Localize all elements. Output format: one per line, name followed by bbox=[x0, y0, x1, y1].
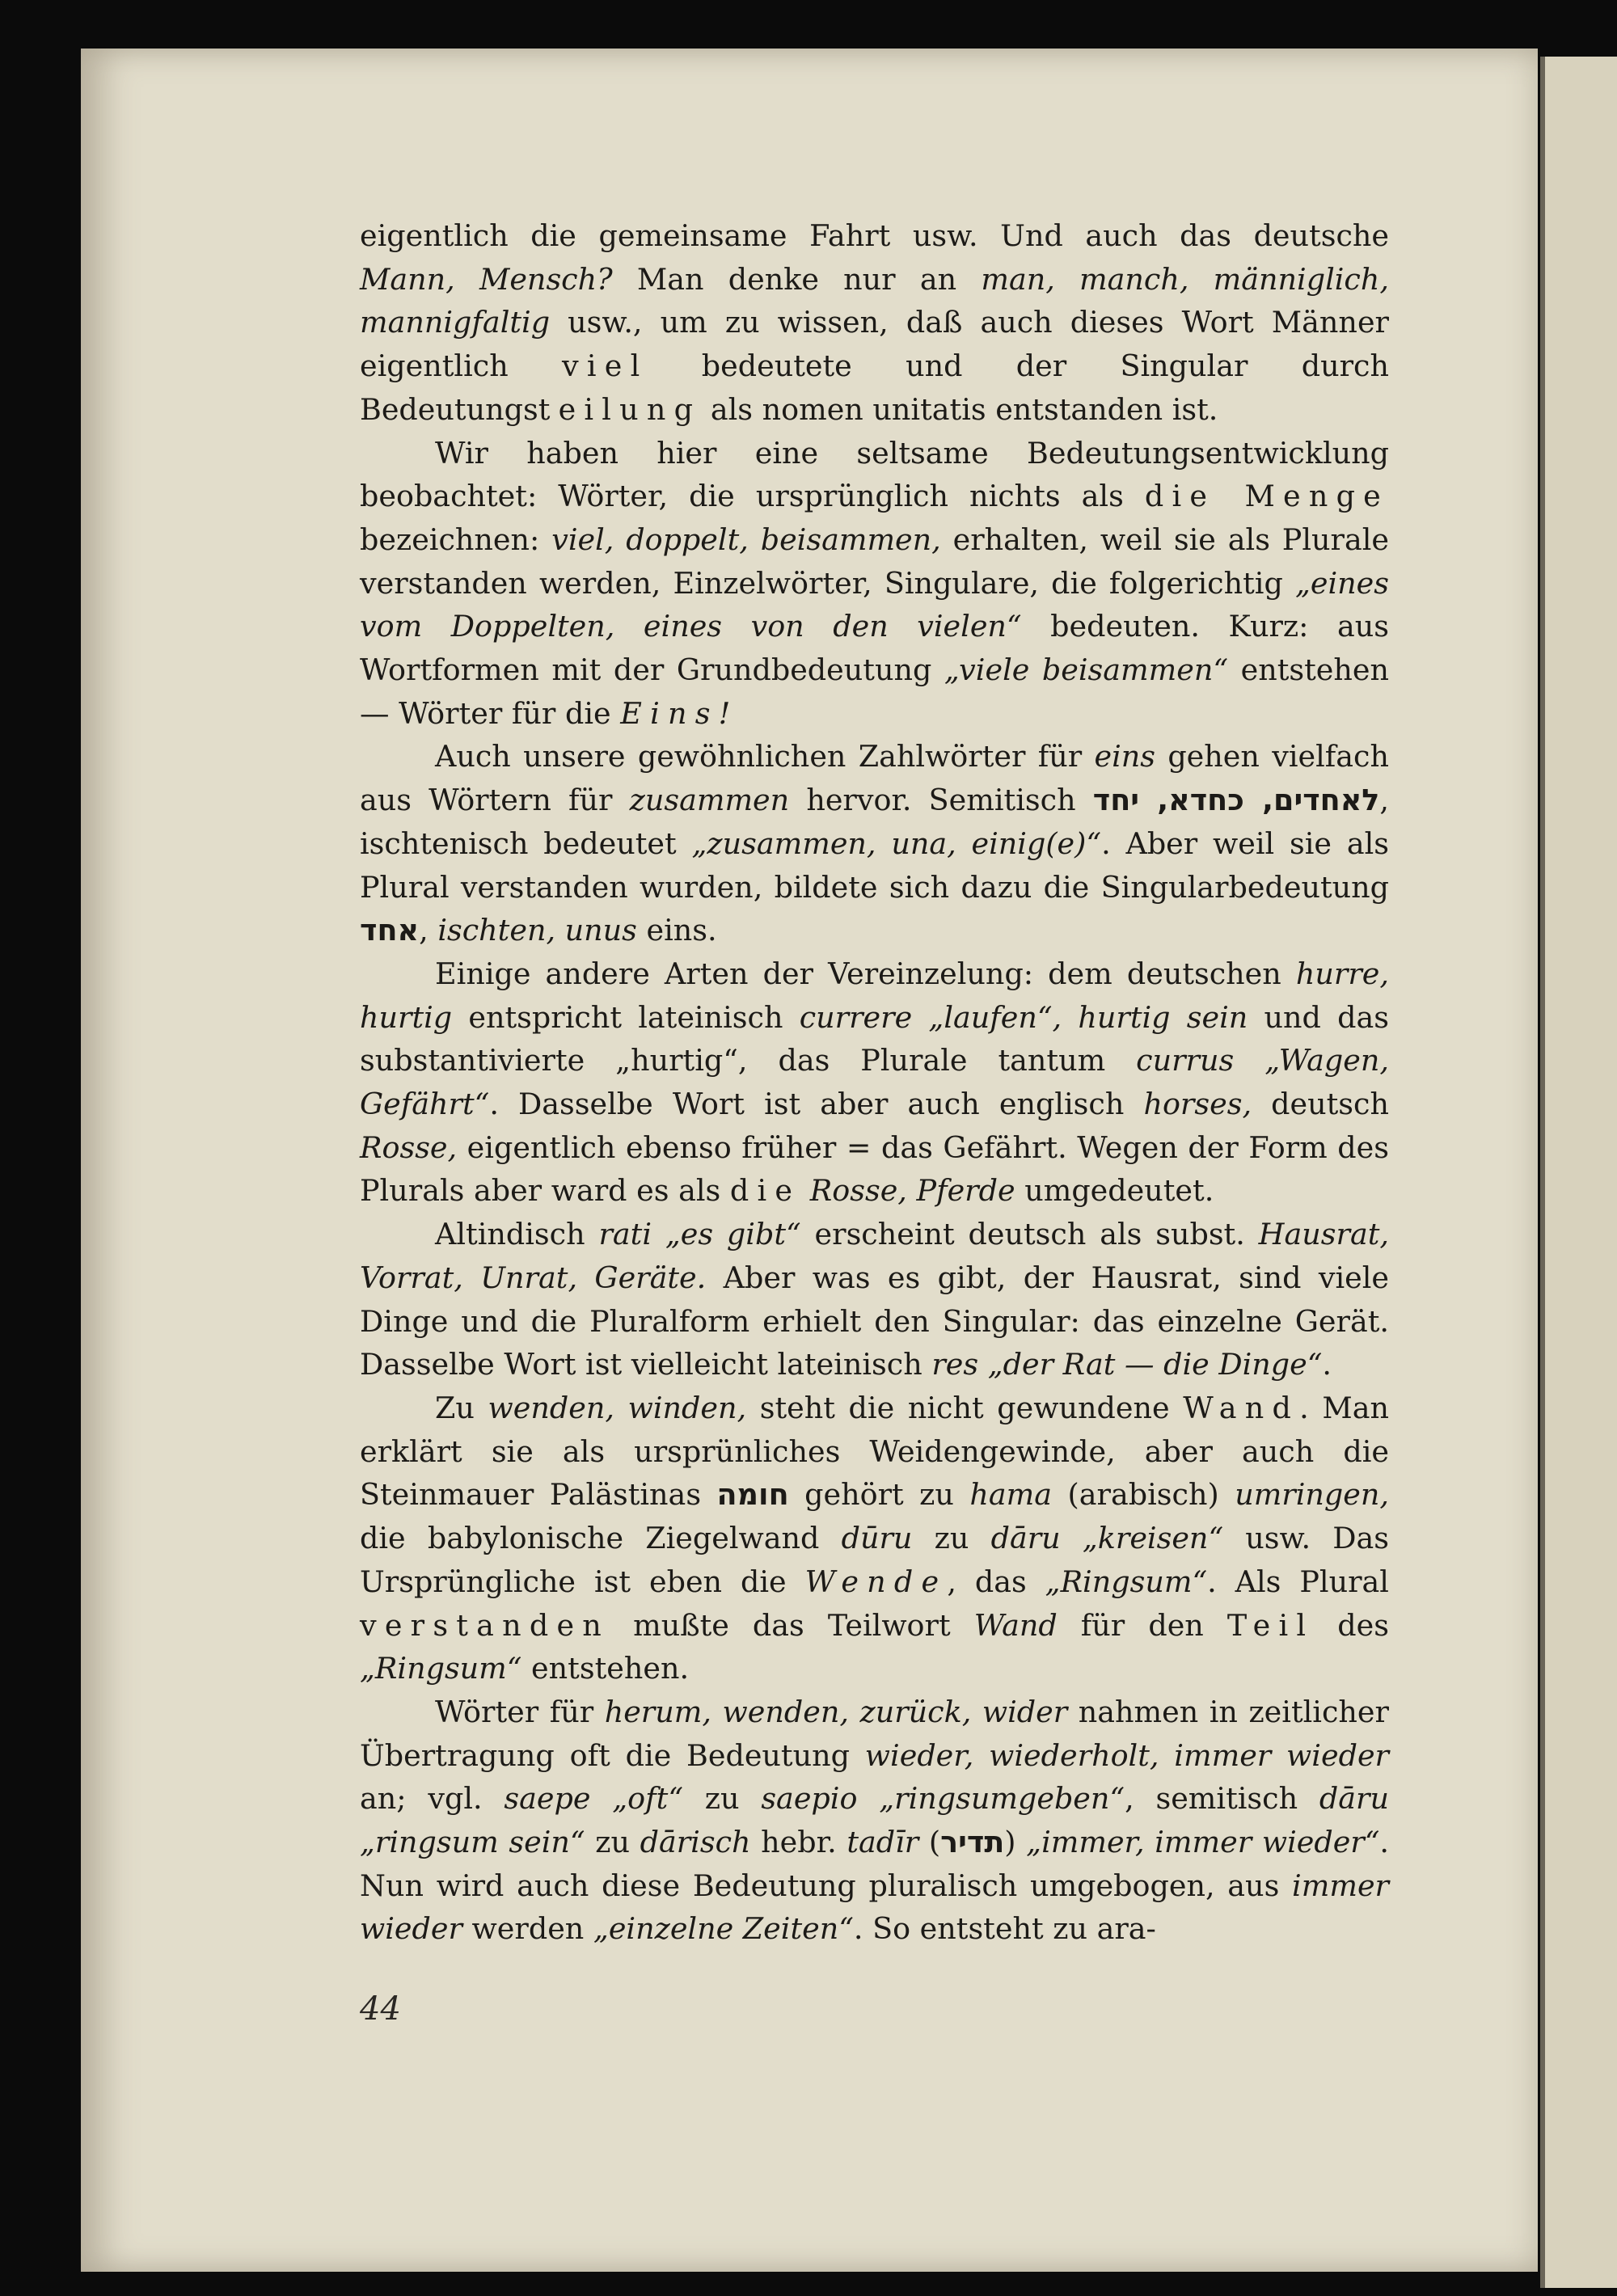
text-run: ) bbox=[1004, 1825, 1027, 1860]
italic-text: immer wieder bbox=[360, 1868, 1389, 1947]
text-run: an; vgl. bbox=[360, 1781, 505, 1817]
text-run: Man denke nur an bbox=[612, 261, 982, 297]
text-run: die bbox=[729, 1173, 801, 1209]
italic-text: saepio „ringsumgeben“ bbox=[761, 1781, 1125, 1817]
text-run: . So entsteht zu ara- bbox=[853, 1911, 1156, 1947]
italic-text: „immer, immer wieder“ bbox=[1026, 1825, 1380, 1860]
paragraph bbox=[360, 214, 1389, 432]
text-run: usw. Das Ursprüngliche ist eben die bbox=[360, 1521, 1390, 1599]
text-run: Wir haben hier eine seltsame Bedeutungsentwicklung beobachtet: Wörter, die ursprünglich nichts als bbox=[360, 435, 1389, 514]
italic-text: wenden, winden, bbox=[488, 1390, 747, 1425]
text-run: hervor. Semitisch bbox=[789, 783, 1093, 818]
text-run bbox=[800, 1173, 810, 1208]
italic-text: tadīr bbox=[846, 1825, 919, 1860]
italic-text: Wende bbox=[804, 1564, 948, 1599]
italic-text: currere „laufen“, hurtig sein bbox=[799, 999, 1248, 1035]
paragraph bbox=[360, 952, 1389, 1213]
text-run: teilung bbox=[538, 391, 702, 427]
text-run: zu bbox=[912, 1521, 991, 1556]
text-run: , das bbox=[947, 1564, 1045, 1599]
italic-text: dārisch bbox=[640, 1825, 751, 1860]
italic-text: wieder, wiederholt, immer wieder bbox=[864, 1737, 1389, 1773]
italic-text: „zusammen, una, einig(e)“ bbox=[691, 825, 1102, 861]
text-run: bezeichnen: bbox=[360, 521, 552, 557]
paragraph bbox=[360, 1213, 1389, 1386]
text-run: entstehen — Wörter für die bbox=[360, 652, 1390, 731]
text-run: Teil bbox=[1226, 1607, 1315, 1643]
text-run: . Aber weil sie als Plural verstanden wurden, bildete sich dazu die Singularbedeutung bbox=[360, 825, 1389, 905]
text-run: Einige andere Arten der Vereinzelung: dem deutschen bbox=[435, 956, 1296, 991]
text-run: . Als Plural bbox=[1207, 1564, 1389, 1599]
text-run: zu bbox=[683, 1781, 762, 1817]
hebrew-text: תדיר bbox=[940, 1825, 1005, 1860]
text-run: des bbox=[1314, 1607, 1390, 1643]
italic-text: hurre, hurtig bbox=[360, 956, 1389, 1035]
text-run: hebr. bbox=[750, 1825, 847, 1860]
paragraph bbox=[360, 1690, 1389, 1951]
italic-text: ischten, unus bbox=[437, 913, 637, 948]
text-run: nahmen in zeitlicher Übertragung oft die Bedeutung bbox=[360, 1694, 1389, 1773]
text-run: werden bbox=[462, 1911, 593, 1947]
text-run: . Nun wird auch diese Bedeutung pluralisch umgebogen, aus bbox=[360, 1825, 1390, 1903]
text-run: . Dasselbe Wort ist aber auch englisch bbox=[489, 1087, 1144, 1122]
text-run: (arabisch) bbox=[1052, 1477, 1235, 1513]
text-run: steht die nicht gewundene bbox=[746, 1390, 1184, 1425]
text-run: mußte das Teilwort bbox=[610, 1607, 974, 1643]
italic-text: Mann, Mensch? bbox=[360, 261, 613, 297]
text-run: umgedeutet. bbox=[1015, 1173, 1214, 1209]
text-run: . Man erklärt sie als ursprünliches Weidengewinde, aber auch die Steinmauer Palästinas bbox=[360, 1390, 1389, 1513]
italic-text: Rosse, bbox=[360, 1129, 458, 1165]
text-run: , ischtenisch bedeutet bbox=[360, 783, 1389, 861]
text-run: viel bbox=[562, 348, 648, 384]
text-run: , bbox=[419, 913, 438, 948]
paragraph bbox=[360, 432, 1389, 736]
text-run: , semitisch bbox=[1125, 1781, 1319, 1817]
next-page-edge bbox=[1540, 57, 1617, 2288]
italic-text: hama bbox=[969, 1477, 1053, 1513]
text-run: verstanden bbox=[360, 1607, 610, 1643]
text-run: zu bbox=[585, 1825, 640, 1860]
text-run: ( bbox=[918, 1825, 941, 1860]
text-run: usw., um zu wissen, daß auch dieses Wort Männer eigentlich bbox=[360, 305, 1389, 384]
text-run: und das substantivierte „hurtig“, das Plurale tantum bbox=[360, 999, 1389, 1078]
italic-text: herum, wenden, zurück, wider bbox=[604, 1694, 1068, 1729]
italic-text: Wand bbox=[973, 1607, 1058, 1643]
italic-text: „Ringsum“ bbox=[1045, 1564, 1208, 1599]
italic-text: res „der Rat — die Dinge“ bbox=[931, 1347, 1323, 1382]
italic-text: zusammen bbox=[629, 783, 790, 818]
text-run: Zu bbox=[435, 1390, 488, 1425]
italic-text: horses, bbox=[1143, 1087, 1252, 1122]
text-run: für den bbox=[1057, 1607, 1227, 1643]
italic-text: eins bbox=[1094, 739, 1156, 774]
italic-text: dāru „ringsum sein“ bbox=[360, 1781, 1389, 1860]
text-run: Altindisch bbox=[435, 1217, 599, 1252]
text-run: erhalten, weil sie als Plurale verstanden werden, Einzelwörter, Singulare, die folgerichtig bbox=[360, 521, 1390, 601]
text-run: Auch unsere gewöhnlichen Zahlwörter für bbox=[435, 739, 1095, 774]
italic-text: dūru bbox=[841, 1521, 913, 1556]
italic-text: umringen, bbox=[1235, 1477, 1390, 1513]
italic-text: „viele beisammen“ bbox=[944, 652, 1229, 688]
text-run: Wörter für bbox=[435, 1694, 605, 1729]
text-run: eigentlich ebenso früher = das Gefährt. Wegen der Form des Plurals aber ward es als bbox=[360, 1129, 1389, 1209]
page-number: 44 bbox=[360, 1990, 401, 2028]
text-run: eigentlich die gemeinsame Fahrt usw. Und auch das deutsche bbox=[360, 218, 1389, 253]
italic-text: man, manch, männiglich, mannigfaltig bbox=[360, 261, 1389, 340]
italic-text: „einzelne Zeiten“ bbox=[593, 1911, 854, 1947]
hebrew-text: לאחדים, כחדא, יחד bbox=[1092, 783, 1380, 818]
italic-text: dāru „kreisen“ bbox=[990, 1521, 1224, 1556]
italic-text: viel, doppelt, beisammen, bbox=[551, 521, 941, 557]
text-run: die Menge bbox=[1144, 479, 1389, 514]
italic-text: saepe „oft“ bbox=[504, 1781, 683, 1817]
text-run: eins. bbox=[636, 913, 717, 948]
paragraph bbox=[360, 735, 1389, 952]
text-run: die babylonische Ziegelwand bbox=[360, 1521, 842, 1556]
text-run: gehört zu bbox=[788, 1477, 970, 1513]
text-run: bedeuten. Kurz: aus Wortformen mit der Grundbedeutung bbox=[360, 609, 1389, 688]
hebrew-text: חומה bbox=[716, 1477, 789, 1513]
italic-text: Hausrat, Vorrat, Unrat, Geräte. bbox=[360, 1217, 1389, 1295]
text-run: . bbox=[1322, 1347, 1332, 1382]
italic-text: currus „Wagen, Gefährt“ bbox=[360, 1043, 1389, 1122]
text-run: deutsch bbox=[1252, 1087, 1389, 1122]
italic-text: „Ringsum“ bbox=[360, 1651, 522, 1686]
text-run: erscheint deutsch als subst. bbox=[800, 1217, 1259, 1252]
hebrew-text: אחד bbox=[360, 913, 420, 948]
italic-text: Eins! bbox=[620, 695, 739, 731]
body-text bbox=[360, 214, 1389, 1951]
italic-text: Rosse, Pferde bbox=[809, 1173, 1015, 1209]
text-run: Aber was es gibt, der Hausrat, sind viele Dinge und die Pluralform erhielt den Singular: das einzelne Gerät. Dasselbe Wort ist vielleicht lateinisch bbox=[360, 1260, 1390, 1382]
text-run: bedeutete und der Singular durch Bedeutungs bbox=[360, 348, 1389, 427]
italic-text: rati „es gibt“ bbox=[598, 1217, 801, 1252]
text-run: entspricht lateinisch bbox=[452, 999, 800, 1035]
text-run: entstehen. bbox=[521, 1651, 690, 1686]
text-run: Wand bbox=[1183, 1390, 1300, 1425]
italic-text: „eines vom Doppelten, eines von den vielen“ bbox=[360, 565, 1389, 644]
text-run: als nomen unitatis entstanden ist. bbox=[701, 391, 1218, 427]
text-run: gehen vielfach aus Wörtern für bbox=[360, 739, 1389, 818]
paragraph bbox=[360, 1386, 1389, 1690]
